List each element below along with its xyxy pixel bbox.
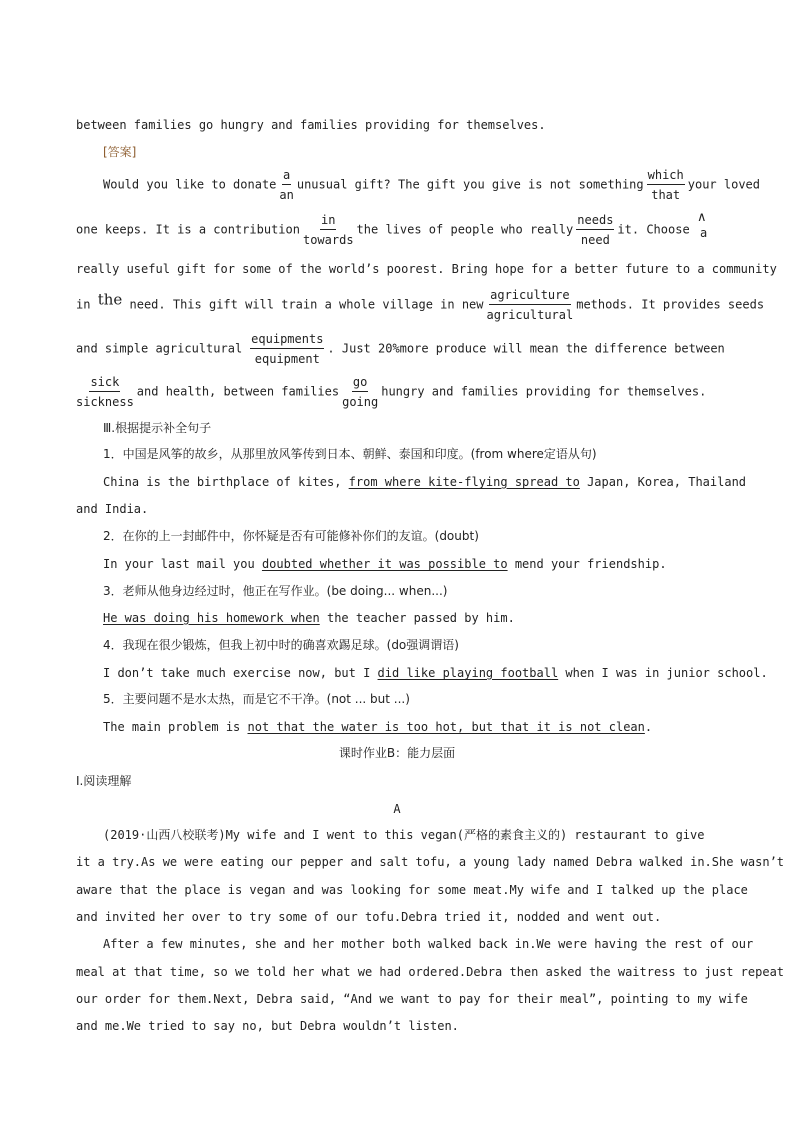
corrected-word: going xyxy=(342,395,379,409)
item-prompt: 1．中国是风筝的故乡，从那里放风筝传到日本、朝鲜、泰国和印度。(from where定语从句) xyxy=(103,447,597,461)
item-answer xyxy=(103,719,652,735)
correction-fraction xyxy=(303,213,354,247)
correction-fraction xyxy=(647,168,685,202)
text-segment: Japan, Korea, Thailand xyxy=(587,475,747,489)
original-word: go xyxy=(352,375,368,392)
passage-line: (2019·山西八校联考)My wife and I went to this vegan(严格的素食主义的) restaurant to give xyxy=(103,828,705,842)
original-word: sick xyxy=(89,375,120,392)
correction-fraction xyxy=(487,288,574,322)
corrected-word: agricultural xyxy=(486,308,574,322)
text-segment: the teacher passed by him. xyxy=(326,611,515,625)
inserted-word: a xyxy=(700,226,708,240)
passage-line: After a few minutes, she and her mother both walked back in.We were having the rest of our xyxy=(103,937,754,951)
answer-line-5 xyxy=(76,332,725,366)
answer-blank: He was doing his homework when xyxy=(103,611,320,625)
answer-blank: not that the water is too hot, but that it is not clean xyxy=(247,720,645,734)
original-word: a xyxy=(282,168,291,185)
item-prompt: 5．主要问题不是水太热，而是它不干净。(not ... but ...) xyxy=(103,692,410,706)
answer-line-4 xyxy=(76,288,764,322)
insert-caret-icon: ∧ xyxy=(697,210,707,225)
text-segment: I don’t take much exercise now, but I xyxy=(103,666,371,680)
homework-title: 课时作业B：能力层面 xyxy=(338,746,456,760)
passage-line: and me.We tried to say no, but Debra wouldn’t listen. xyxy=(76,1019,459,1033)
text-segment: methods. It provides seeds xyxy=(576,297,765,312)
passage-line: meal at that time, so we told her what we had ordered.Debra then asked the waitress to just repeat xyxy=(76,965,785,979)
text-segment: The main problem is xyxy=(103,720,241,734)
correction-fraction xyxy=(342,375,378,409)
answer-line-2 xyxy=(76,213,690,247)
passage-line: it a try.As we were eating our pepper and salt tofu, a young lady named Debra walked in.She wasn’t xyxy=(76,855,785,869)
answer-line-6 xyxy=(76,375,706,409)
correction-fraction xyxy=(250,332,324,366)
correction-fraction xyxy=(76,375,134,409)
text-segment: . Just 20%more produce will mean the difference between xyxy=(327,341,725,356)
passage-line: aware that the place is vegan and was looking for some meat.My wife and I talked up the place xyxy=(76,883,748,897)
text-segment: and simple agricultural xyxy=(76,341,243,356)
text-segment: it. Choose xyxy=(617,222,690,237)
corrected-word: an xyxy=(279,188,294,202)
correction-fraction xyxy=(279,168,293,202)
item-answer xyxy=(103,665,768,681)
item-answer-cont: and India. xyxy=(76,502,149,516)
original-word: agriculture xyxy=(489,288,570,305)
text-segment: hungry and families providing for themselves. xyxy=(381,384,707,399)
answer-blank: from where kite-flying spread to xyxy=(348,475,580,489)
item-answer xyxy=(103,474,746,490)
corrected-word: need xyxy=(580,233,610,247)
corrected-word: towards xyxy=(302,233,354,247)
item-answer xyxy=(103,556,667,572)
item-prompt: 2．在你的上一封邮件中，你怀疑是否有可能修补你们的友谊。(doubt) xyxy=(103,529,479,543)
text-segment: Would you like to donate xyxy=(103,177,277,192)
text-segment: your loved xyxy=(687,177,760,192)
section-title: Ⅰ.阅读理解 xyxy=(76,774,132,788)
answer-label: [答案] xyxy=(103,145,137,159)
text-segment: and health, between families xyxy=(136,384,340,399)
text-segment: . xyxy=(644,720,653,734)
original-word: which xyxy=(647,168,685,185)
text-segment: one keeps. It is a contribution xyxy=(76,222,300,237)
correction-fraction xyxy=(576,213,614,247)
passage-line: our order for them.Next, Debra said, “And we want to pay for their meal”, pointing to my wife xyxy=(76,992,748,1006)
text-segment: need. This gift will train a whole village in new xyxy=(129,297,484,312)
text-segment: In your last mail you xyxy=(103,557,255,571)
passage-label: A xyxy=(393,802,401,816)
original-word: needs xyxy=(576,213,614,230)
passage-line: and invited her over to try some of our tofu.Debra tried it, nodded and went out. xyxy=(76,910,662,924)
text-segment: the lives of people who really xyxy=(356,222,574,237)
top-line: between families go hungry and families providing for themselves. xyxy=(76,118,546,132)
text-segment: in xyxy=(76,297,91,312)
original-word: equipments xyxy=(250,332,324,349)
section-title: Ⅲ.根据提示补全句子 xyxy=(103,421,212,435)
item-prompt: 3．老师从他身边经过时，他正在写作业。(be doing... when...) xyxy=(103,584,448,598)
text-segment: China is the birthplace of kites, xyxy=(103,475,342,489)
inserted-word: the xyxy=(97,290,123,309)
corrected-word: sickness xyxy=(76,395,134,409)
answer-line-3: really useful gift for some of the world’s poorest. Bring hope for a better future to a community xyxy=(76,262,777,276)
answer-blank: doubted whether it was possible to xyxy=(261,557,508,571)
item-answer xyxy=(103,610,515,626)
text-segment: unusual gift? The gift you give is not something xyxy=(296,177,644,192)
text-segment: when I was in junior school. xyxy=(565,666,768,680)
corrected-word: that xyxy=(651,188,681,202)
text-segment: mend your friendship. xyxy=(514,557,667,571)
original-word: in xyxy=(320,213,336,230)
answer-line-1 xyxy=(103,168,760,202)
corrected-word: equipment xyxy=(254,352,320,366)
item-prompt: 4．我现在很少锻炼，但我上初中时的确喜欢踢足球。(do强调谓语) xyxy=(103,638,459,652)
answer-blank: did like playing football xyxy=(377,666,559,680)
